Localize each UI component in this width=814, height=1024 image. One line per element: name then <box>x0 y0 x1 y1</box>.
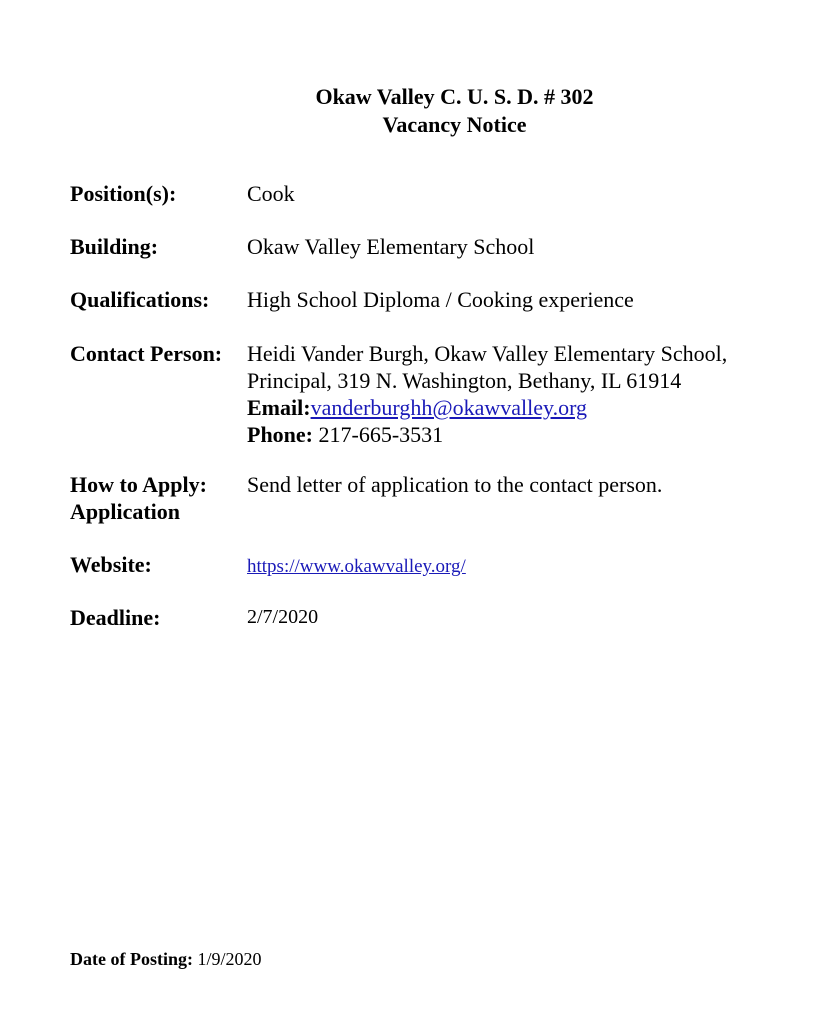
position-label: Position(s): <box>70 181 177 206</box>
website-label: Website: <box>70 552 152 577</box>
email-label: Email: <box>247 395 311 420</box>
website-link[interactable]: https://www.okawvalley.org/ <box>247 556 466 577</box>
posting-label: Date of Posting: <box>70 949 193 969</box>
contact-email-line <box>247 394 787 421</box>
notice-title: Vacancy Notice <box>382 112 527 137</box>
contact-line-1: Heidi Vander Burgh, Okaw Valley Elementary School, <box>247 341 728 366</box>
apply-label <box>70 471 207 525</box>
email-link[interactable]: vanderburghh@okawvalley.org <box>310 395 588 420</box>
contact-value <box>247 340 787 448</box>
date-of-posting <box>70 947 262 971</box>
qualifications-value: High School Diploma / Cooking experience <box>247 287 634 312</box>
website-value <box>247 551 787 580</box>
document-header <box>0 83 814 139</box>
district-title: Okaw Valley C. U. S. D. # 302 <box>315 84 594 109</box>
deadline-label: Deadline: <box>70 605 161 630</box>
apply-label-line-2: Application <box>70 499 181 524</box>
apply-value: Send letter of application to the contact person. <box>247 472 663 497</box>
building-label: Building: <box>70 234 159 259</box>
phone-label: Phone: <box>247 422 313 447</box>
contact-line-2: Principal, 319 N. Washington, Bethany, IL 61914 <box>247 368 682 393</box>
position-value: Cook <box>247 181 295 206</box>
phone-value: 217-665-3531 <box>313 422 444 447</box>
contact-phone-line <box>247 421 787 448</box>
posting-value: 1/9/2020 <box>192 949 262 969</box>
contact-label: Contact Person: <box>70 341 223 366</box>
qualifications-label: Qualifications: <box>70 287 210 312</box>
apply-label-line-1: How to Apply: <box>70 472 207 497</box>
deadline-value: 2/7/2020 <box>247 606 319 628</box>
building-value: Okaw Valley Elementary School <box>247 234 535 259</box>
